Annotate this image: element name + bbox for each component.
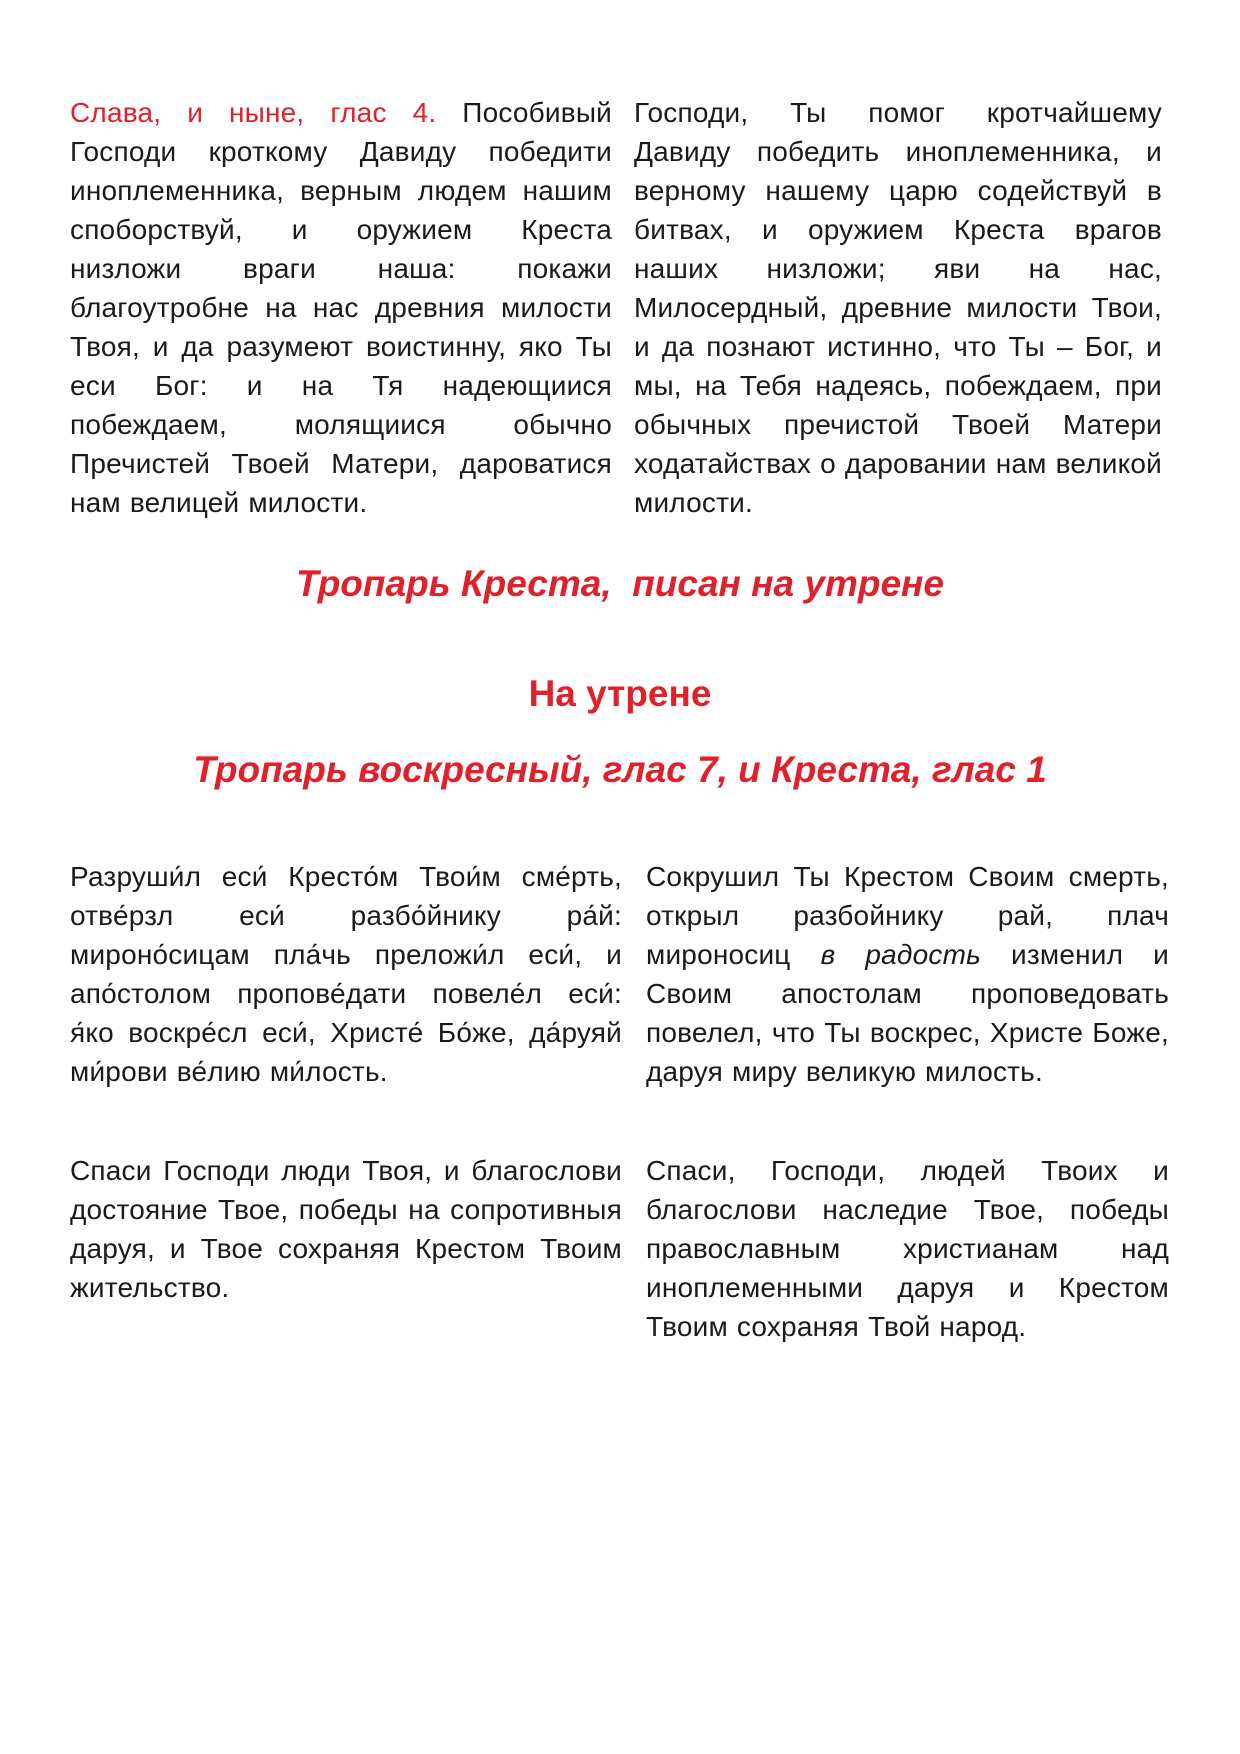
block2-right-paragraph <box>646 857 1169 1091</box>
block2-left-paragraph: Разруши́л еси́ Кресто́м Твои́м сме́рть, отве́рзл еси́ разбо́йнику ра́й: мироно́сицам пла́чь преложи́л еси́, и апо́столом пропове́дати повеле́л еси́: я́ко воскре́сл еси́, Христе́ Бо́же, да́руяй ми́рови ве́лию ми́лость. <box>70 861 622 1087</box>
block1-right-paragraph: Господи, Ты помог кротчайшему Давиду победить иноплеменника, и верному нашему царю содействуй в битвах, и оружием Креста врагов наших низложи; яви на нас, Милосердный, древние милости Твои, и да познают истинно, что Ты – Бог, и мы, на Тебя надеясь, побеждаем, при обычных пречистой Твоей Матери ходатайствах о даровании нам великой милости. <box>634 97 1162 518</box>
block3-left-paragraph: Спаси Господи люди Твоя, и благослови достояние Твое, победы на сопротивныя даруя, и Твое сохраняя Крестом Твоим жительство. <box>70 1155 622 1303</box>
block3-right-paragraph: Спаси, Господи, людей Твоих и благослови наследие Твое, победы православным христианам над иноплеменными даруя и Крестом Твоим сохраняя Твой народ. <box>646 1155 1169 1342</box>
block2-right-italic: в радость <box>820 939 982 970</box>
heading-cross-troparion: Тропарь Креста, писан на утрене <box>296 563 944 604</box>
heading-matins: На утрене <box>528 673 712 714</box>
block1-rubric: Слава, и ныне, глас 4. <box>70 97 437 128</box>
block2-right-text-a: Сокрушил Ты Крестом Своим смерть, открыл разбойнику рай, плач мироносиц <box>646 861 1169 970</box>
heading-troparia: Тропарь воскресный, глас 7, и Креста, глас 1 <box>193 749 1047 790</box>
block2-right-text-b: изменил и Своим апостолам проповедовать повелел, что Ты воскрес, Христе Боже, даруя миру великую милость. <box>646 939 1169 1087</box>
block1-left-paragraph <box>70 93 612 522</box>
block1-left-text: Пособивый Господи кроткому Давиду победити иноплеменника, верным людем нашим споборствуй, и оружием Креста низложи враги наша: покажи благоутробне на нас древния милости Твоя, и да разумеют воистинну, яко Ты еси Бог: и на Тя надеющиися побеждаем, молящиися обычно Пречистей Твоей Матери, дароватися нам велицей милости. <box>70 97 612 518</box>
